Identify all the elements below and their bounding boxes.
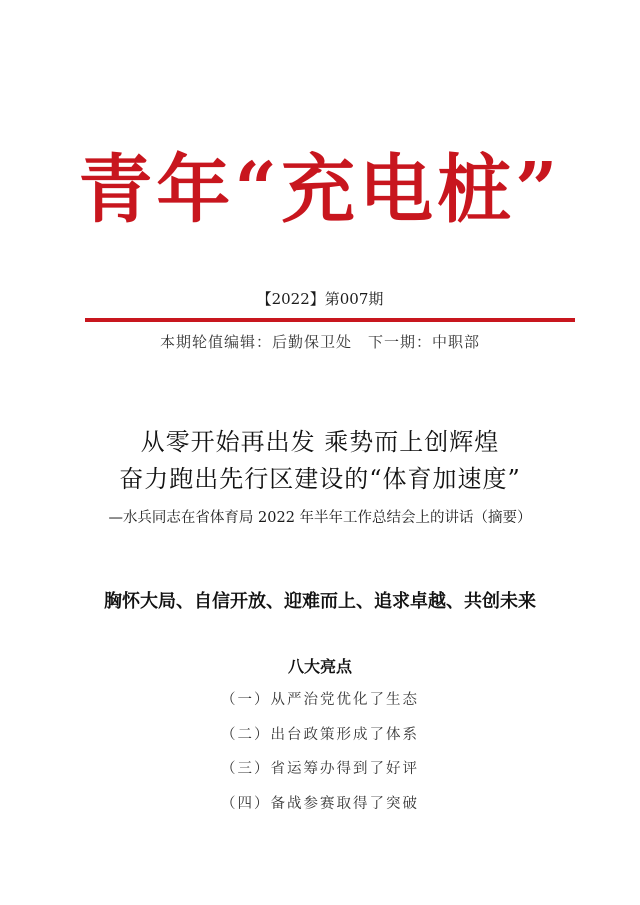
- highlight-item: （二）出台政策形成了体系: [221, 726, 419, 743]
- highlights-title: 八大亮点: [287, 657, 352, 676]
- motto-heading: 胸怀大局、自信开放、迎难而上、追求卓越、共创未来: [104, 591, 536, 612]
- issue-number: 【2022】第007期: [256, 290, 384, 308]
- editor-line: [0, 331, 640, 353]
- headline-line-2: 奋力跑出先行区建设的“体育加速度”: [119, 465, 521, 493]
- highlight-item: （四）备战参赛取得了突破: [221, 795, 419, 812]
- article-subtitle: —水兵同志在省体育局 2022 年半年工作总结会上的讲话（摘要）: [108, 510, 532, 526]
- next-editor: 下一期：中职部: [368, 333, 481, 351]
- headline-line-1: 从零开始再出发 乘势而上创辉煌: [140, 428, 500, 456]
- current-editor: 本期轮值编辑：后勤保卫处: [159, 333, 352, 351]
- masthead-title: 青年“充电桩”: [78, 147, 562, 233]
- masthead-divider: [85, 318, 575, 322]
- highlight-item: （三）省运筹办得到了好评: [221, 761, 419, 777]
- highlight-item: （一）从严治党优化了生态: [221, 692, 419, 708]
- highlights-list: [0, 688, 640, 826]
